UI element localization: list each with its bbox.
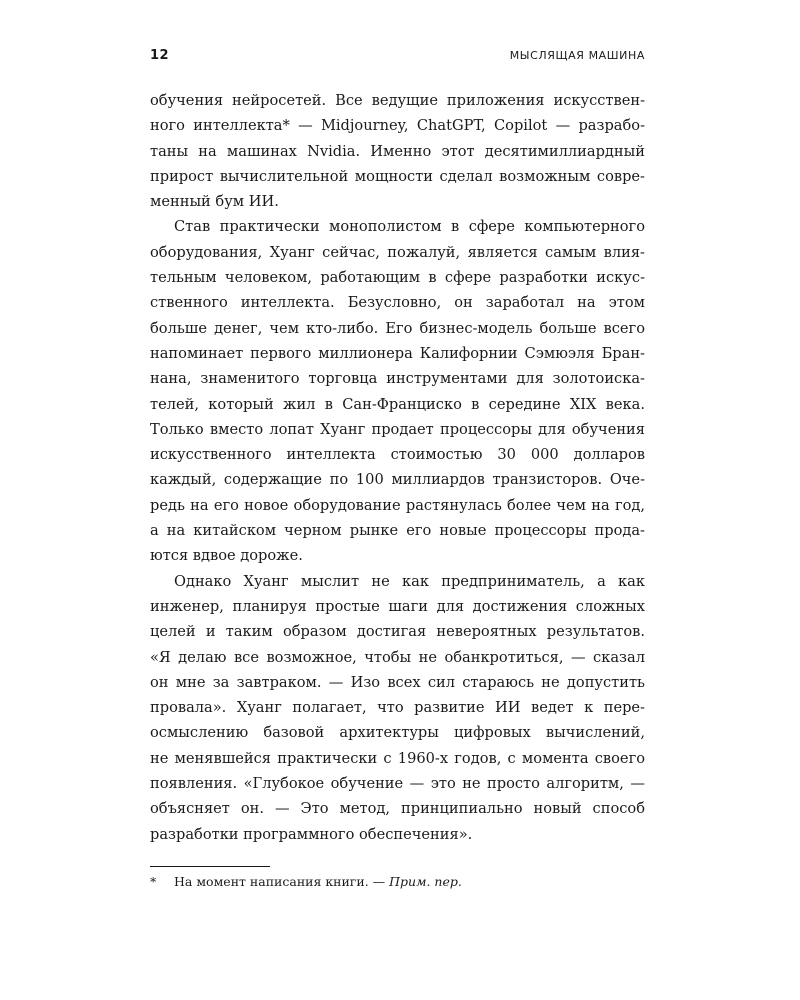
paragraph <box>150 214 645 568</box>
footnote-divider <box>150 866 270 867</box>
text-line: провала». Хуанг полагает, что развитие ИИ ведет к пере- <box>150 699 645 717</box>
body-text <box>150 88 645 847</box>
translator-note-tag: Прим. пер. <box>389 874 462 889</box>
running-head-title: МЫСЛЯЩАЯ МАШИНА <box>509 49 645 62</box>
text-line: целей и таким образом достигая невероятных результатов. <box>150 623 645 641</box>
text-line: искусственного интеллекта стоимостью 30 000 долларов <box>150 446 645 464</box>
text-line: инженер, планируя простые шаги для достижения сложных <box>150 597 645 615</box>
text-line: а на китайском черном рынке его новые процессоры прода- <box>150 522 645 540</box>
paragraph <box>150 88 645 214</box>
running-head <box>150 48 645 68</box>
text-line: ного интеллекта* — Midjourney, ChatGPT, Copilot — разрабо- <box>150 117 645 135</box>
paragraph <box>150 569 645 847</box>
text-line: больше денег, чем кто-либо. Его бизнес-модель больше всего <box>150 319 645 337</box>
text-line: не менявшейся практически с 1960-х годов, с момента своего <box>150 749 645 767</box>
text-line: ются вдвое дороже. <box>150 547 303 565</box>
text-line: объясняет он. — Это метод, принципиально новый способ <box>150 800 645 818</box>
text-line: Став практически монополистом в сфере компьютерного <box>174 218 645 236</box>
text-line: тельным человеком, работающим в сфере разработки искус- <box>150 269 645 287</box>
text-line: ственного интеллекта. Безусловно, он заработал на этом <box>150 294 645 312</box>
text-line: каждый, содержащие по 100 миллиардов транзисторов. Оче- <box>150 471 645 489</box>
text-line: напоминает первого миллионера Калифорнии Сэмюэля Бран- <box>150 344 645 362</box>
text-line: Только вместо лопат Хуанг продает процессоры для обучения <box>150 420 645 438</box>
text-line: телей, который жил в Сан-Франциско в середине XIX века. <box>150 395 645 413</box>
text-line: прирост вычислительной мощности сделал возможным совре- <box>150 167 645 185</box>
footnote-marker: * <box>150 874 157 889</box>
text-line: «Я делаю все возможное, чтобы не обанкротиться, — сказал <box>150 648 645 666</box>
text-line: Однако Хуанг мыслит не как предприниматель, а как <box>174 572 645 590</box>
text-line: разработки программного обеспечения». <box>150 825 473 843</box>
page-number: 12 <box>150 48 170 63</box>
footnote <box>150 873 645 891</box>
text-line: редь на его новое оборудование растянулась более чем на год, <box>150 496 645 514</box>
footnote-text: На момент написания книги. — <box>174 874 390 889</box>
text-line: менный бум ИИ. <box>150 193 279 211</box>
text-line: обучения нейросетей. Все ведущие приложения искусствен- <box>150 92 645 109</box>
text-line: нана, знаменитого торговца инструментами для золотоиска- <box>150 370 645 388</box>
text-line: таны на машинах Nvidia. Именно этот десятимиллиардный <box>150 142 645 160</box>
text-line: появления. «Глубокое обучение — это не просто алгоритм, — <box>150 775 645 793</box>
text-line: осмыслению базовой архитектуры цифровых вычислений, <box>150 724 645 742</box>
text-line: он мне за завтраком. — Изо всех сил стараюсь не допустить <box>150 673 645 691</box>
text-line: оборудования, Хуанг сейчас, пожалуй, является самым влия- <box>150 243 645 261</box>
